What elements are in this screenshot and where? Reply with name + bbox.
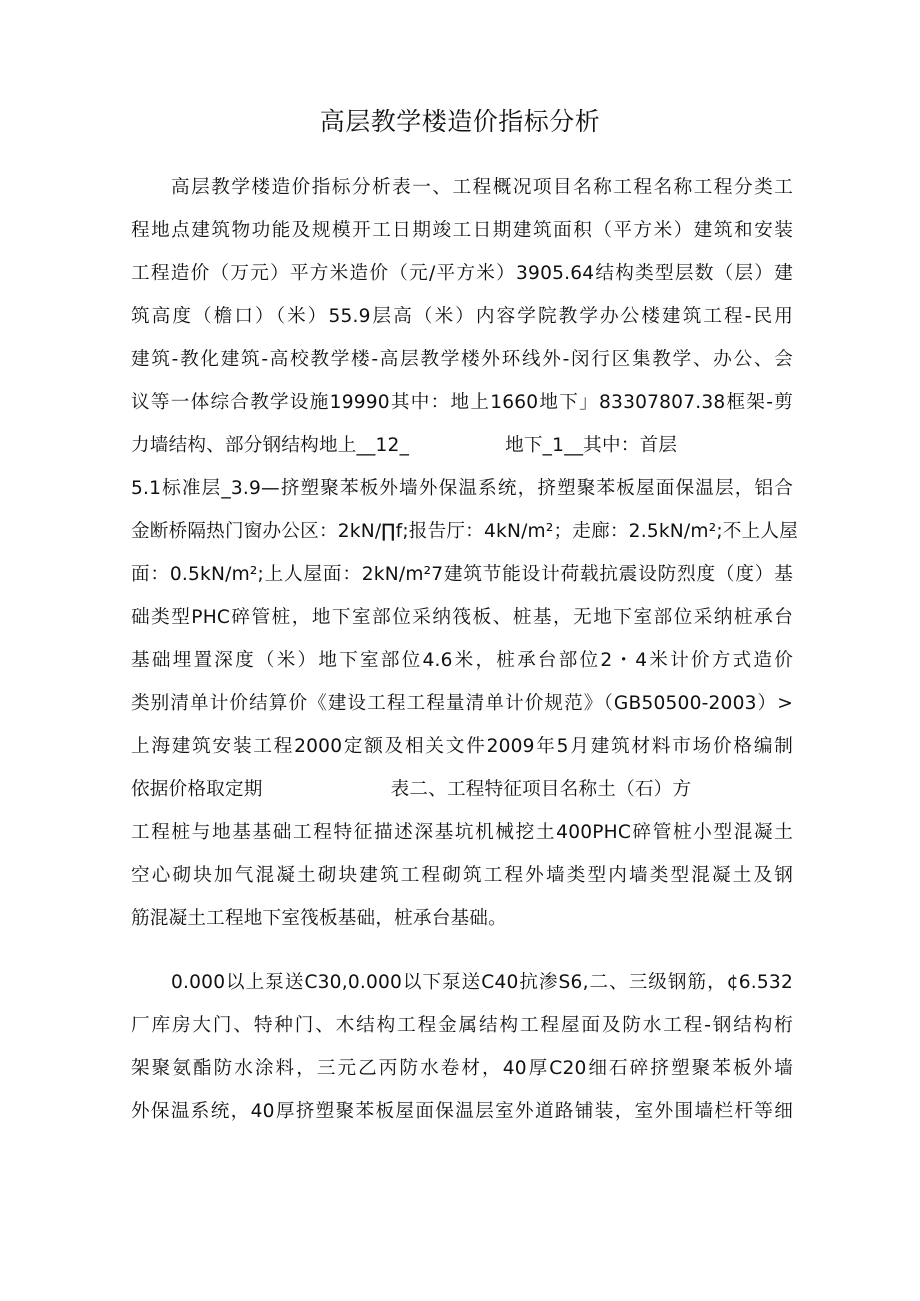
paragraph-line: 高层教学楼造价指标分析表一、工程概况项目名称工程名称工程分类工 [171,177,793,198]
paragraph-line: 筋混凝土工程地下室筏板基础，桩承台基础。 [131,908,507,929]
paragraph-line: 类别清单计价结算价《建设工程工程量清单计价规范》（GB50500-2003）> [131,693,793,714]
paragraph-line: 面：0.5kN∕m²;上人屋面：2kN∕m²7建筑节能设计荷载抗震设防烈度（度）基 [131,564,793,585]
paragraph-line: 0.000以上泵送C30,0.000以下泵送C40抗渗S6,二、三级钢筋，¢6.532 [171,972,793,993]
paragraph-line: 5.1标准层_3.9—挤塑聚苯板外墙外保温系统，挤塑聚苯板屋面保温层，铝合 [131,478,793,499]
paragraph-line: 金断桥隔热门窗办公区：2kN∕∏f;报告厅：4kN∕m²；走廊：2.5kN∕m²;不上人屋 [131,521,798,542]
floors-below-text: 地下_1__其中：首层 [505,435,678,456]
paragraph-line: 基础埋置深度（米）地下室部位4.6米，桩承台部位2・4米计价方式造价 [131,650,793,671]
paragraph-line: 空心砌块加气混凝土砌块建筑工程砌筑工程外墙类型内墙类型混凝土及钢 [131,865,793,886]
paragraph-line-split [131,431,793,461]
floors-above-text: 力墙结构、部分钢结构地上__12_ [131,435,410,456]
paragraph-line: 外保温系统，40厚挤塑聚苯板屋面保温层室外道路铺装，室外围墙栏杆等细 [131,1101,793,1122]
paragraph-line: 架聚氨酯防水涂料，三元乙丙防水卷材，40厚C20细石碎挤塑聚苯板外墙 [131,1058,793,1079]
paragraph-line: 筑高度（檐口）（米）55.9层高（米）内容学院教学办公楼建筑工程-民用 [131,306,793,327]
pricing-basis-text: 依据价格取定期 [131,779,263,800]
paragraph-line: 议等一体综合教学设施19990其中：地上1660地下」83307807.38框架-剪 [131,392,793,413]
paragraph-line: 础类型PHC碎管桩，地下室部位采纳筏板、桩基，无地下室部位采纳桩承台 [131,607,793,628]
paragraph-line: 建筑-教化建筑-高校教学楼-高层教学楼外环线外-闵行区集教学、办公、会 [131,349,793,370]
paragraph-line: 程地点建筑物功能及规模开工日期竣工日期建筑面积（平方米）建筑和安装 [131,220,793,241]
paragraph-line-split [131,775,793,805]
page-title: 高层教学楼造价指标分析 [319,107,601,136]
paragraph-line: 厂库房大门、特种门、木结构工程金属结构工程屋面及防水工程-钢结构桁 [131,1015,793,1036]
paragraph-line: 工程造价（万元）平方米造价（元/平方米）3905.64结构类型层数（层）建 [131,263,793,284]
paragraph-line: 工程桩与地基基础工程特征描述深基坑机械挖土400PHC碎管桩小型混凝土 [131,822,793,843]
table-two-heading-text: 表二、工程特征项目名称土（石）方 [390,779,692,800]
paragraph-line: 上海建筑安装工程2000定额及相关文件2009年5月建筑材料市场价格编制 [131,736,793,757]
